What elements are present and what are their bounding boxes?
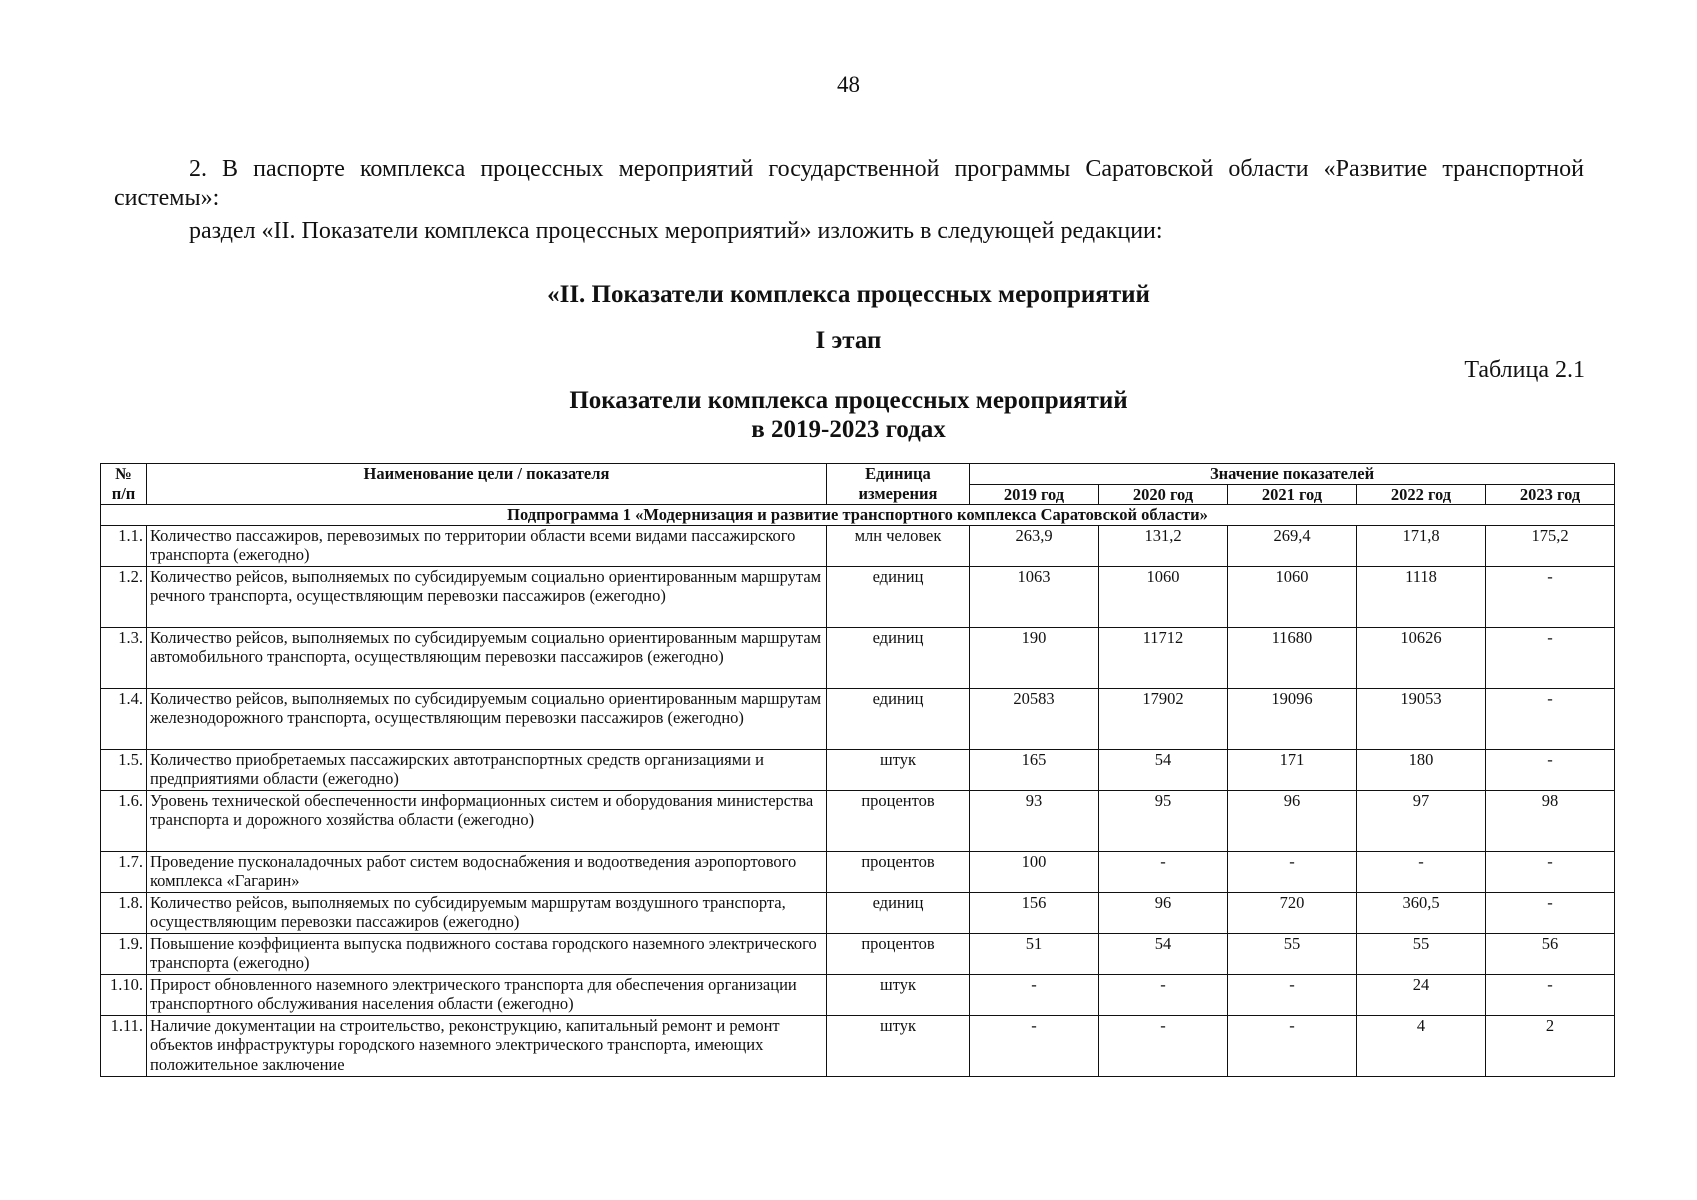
unit-cell: единиц <box>827 627 970 688</box>
table-row <box>101 892 1615 933</box>
header-values: Значение показателей <box>970 464 1615 485</box>
section-heading: «II. Показатели комплекса процессных мероприятий <box>547 281 1150 308</box>
value-cell: 100 <box>970 851 1099 892</box>
row-number: 1.3. <box>101 627 147 688</box>
table-row <box>101 851 1615 892</box>
value-cell: 720 <box>1228 892 1357 933</box>
table-title-line-1: Показатели комплекса процессных мероприятий <box>569 387 1128 414</box>
table-row <box>101 749 1615 790</box>
value-cell: 1118 <box>1357 566 1486 627</box>
value-cell: - <box>1486 974 1615 1015</box>
header-unit-line-1: Единица <box>865 464 931 483</box>
header-num <box>101 464 147 505</box>
value-cell: 11680 <box>1228 627 1357 688</box>
intro-text <box>114 155 1584 246</box>
unit-cell: единиц <box>827 566 970 627</box>
unit-cell: единиц <box>827 688 970 749</box>
value-cell: 96 <box>1099 892 1228 933</box>
header-num-line-1: № <box>115 464 132 483</box>
intro-paragraph-1: 2. В паспорте комплекса процессных мероприятий государственной программы Саратовской области «Развитие транспортной системы»: <box>114 156 1584 211</box>
value-cell: - <box>1486 627 1615 688</box>
indicator-name: Прирост обновленного наземного электрического транспорта для обеспечения организации транспортного обслуживания населения области (ежегодно) <box>147 974 827 1015</box>
indicator-name: Количество приобретаемых пассажирских автотранспортных средств организациями и предприятиями области (ежегодно) <box>147 749 827 790</box>
row-number: 1.6. <box>101 790 147 851</box>
table-row <box>101 525 1615 566</box>
value-cell: 156 <box>970 892 1099 933</box>
unit-cell: штук <box>827 974 970 1015</box>
value-cell: - <box>1357 851 1486 892</box>
value-cell: 95 <box>1099 790 1228 851</box>
value-cell: - <box>970 1015 1099 1076</box>
row-number: 1.8. <box>101 892 147 933</box>
value-cell: 19096 <box>1228 688 1357 749</box>
header-name: Наименование цели / показателя <box>147 464 827 505</box>
value-cell: - <box>1486 566 1615 627</box>
value-cell: 19053 <box>1357 688 1486 749</box>
header-row-1 <box>101 464 1615 485</box>
value-cell: 10626 <box>1357 627 1486 688</box>
indicator-name: Наличие документации на строительство, реконструкцию, капитальный ремонт и ремонт объектов инфраструктуры городского наземного электрического транспорта, имеющих положительное заключение <box>147 1015 827 1076</box>
unit-cell: процентов <box>827 851 970 892</box>
indicator-name: Повышение коэффициента выпуска подвижного состава городского наземного электрического транспорта (ежегодно) <box>147 933 827 974</box>
value-cell: 51 <box>970 933 1099 974</box>
value-cell: 55 <box>1357 933 1486 974</box>
indicator-name: Количество рейсов, выполняемых по субсидируемым социально ориентированным маршрутам автомобильного транспорта, осуществляющим перевозки пассажиров (ежегодно) <box>147 627 827 688</box>
value-cell: - <box>1099 974 1228 1015</box>
table-row <box>101 974 1615 1015</box>
row-number: 1.4. <box>101 688 147 749</box>
header-year: 2022 год <box>1357 484 1486 505</box>
row-number: 1.1. <box>101 525 147 566</box>
table-row <box>101 627 1615 688</box>
value-cell: 1060 <box>1099 566 1228 627</box>
intro-paragraph-2: раздел «II. Показатели комплекса процессных мероприятий» изложить в следующей редакции: <box>189 218 1163 244</box>
table-title-line-2: в 2019-2023 годах <box>751 416 946 443</box>
value-cell: 98 <box>1486 790 1615 851</box>
row-number: 1.2. <box>101 566 147 627</box>
row-number: 1.10. <box>101 974 147 1015</box>
value-cell: - <box>1228 974 1357 1015</box>
table-row <box>101 790 1615 851</box>
header-num-line-2: п/п <box>111 483 136 503</box>
value-cell: 54 <box>1099 933 1228 974</box>
indicator-name: Уровень технической обеспеченности информационных систем и оборудования министерства транспорта и дорожного хозяйства области (ежегодно) <box>147 790 827 851</box>
header-year: 2023 год <box>1486 484 1615 505</box>
value-cell: 180 <box>1357 749 1486 790</box>
table-row <box>101 1015 1615 1076</box>
row-number: 1.5. <box>101 749 147 790</box>
value-cell: 171,8 <box>1357 525 1486 566</box>
value-cell: 269,4 <box>1228 525 1357 566</box>
header-unit-line-2: измерения <box>858 483 938 503</box>
value-cell: 96 <box>1228 790 1357 851</box>
table-row <box>101 688 1615 749</box>
value-cell: 54 <box>1099 749 1228 790</box>
indicator-name: Количество рейсов, выполняемых по субсидируемым маршрутам воздушного транспорта, осуществляющим перевозки пассажиров (ежегодно) <box>147 892 827 933</box>
value-cell: 20583 <box>970 688 1099 749</box>
header-year: 2020 год <box>1099 484 1228 505</box>
value-cell: 17902 <box>1099 688 1228 749</box>
indicator-name: Проведение пусконаладочных работ систем водоснабжения и водоотведения аэропортового комплекса «Гагарин» <box>147 851 827 892</box>
indicator-name: Количество рейсов, выполняемых по субсидируемым социально ориентированным маршрутам речного транспорта, осуществляющим перевозки пассажиров (ежегодно) <box>147 566 827 627</box>
value-cell: 55 <box>1228 933 1357 974</box>
subprogram-row <box>101 505 1615 526</box>
value-cell: - <box>1099 1015 1228 1076</box>
table-title <box>0 386 1697 444</box>
value-cell: 2 <box>1486 1015 1615 1076</box>
unit-cell: штук <box>827 749 970 790</box>
value-cell: 190 <box>970 627 1099 688</box>
value-cell: 4 <box>1357 1015 1486 1076</box>
value-cell: - <box>1099 851 1228 892</box>
unit-cell: штук <box>827 1015 970 1076</box>
unit-cell: единиц <box>827 892 970 933</box>
subprogram-title: Подпрограмма 1 «Модернизация и развитие транспортного комплекса Саратовской области» <box>101 505 1615 526</box>
value-cell: 360,5 <box>1357 892 1486 933</box>
value-cell: 11712 <box>1099 627 1228 688</box>
value-cell: - <box>1486 749 1615 790</box>
table-label: Таблица 2.1 <box>1464 357 1585 383</box>
indicators-table <box>100 463 1615 1077</box>
table-row <box>101 933 1615 974</box>
row-number: 1.7. <box>101 851 147 892</box>
header-year: 2021 год <box>1228 484 1357 505</box>
value-cell: - <box>1486 688 1615 749</box>
page-number: 48 <box>837 72 860 97</box>
header-unit <box>827 464 970 505</box>
value-cell: - <box>1486 892 1615 933</box>
value-cell: 165 <box>970 749 1099 790</box>
value-cell: 1063 <box>970 566 1099 627</box>
row-number: 1.9. <box>101 933 147 974</box>
stage-heading: I этап <box>815 327 882 354</box>
value-cell: 263,9 <box>970 525 1099 566</box>
value-cell: 56 <box>1486 933 1615 974</box>
value-cell: 1060 <box>1228 566 1357 627</box>
value-cell: - <box>1228 851 1357 892</box>
row-number: 1.11. <box>101 1015 147 1076</box>
value-cell: - <box>1486 851 1615 892</box>
header-year: 2019 год <box>970 484 1099 505</box>
unit-cell: процентов <box>827 790 970 851</box>
value-cell: 97 <box>1357 790 1486 851</box>
value-cell: 93 <box>970 790 1099 851</box>
value-cell: 171 <box>1228 749 1357 790</box>
indicator-name: Количество пассажиров, перевозимых по территории области всеми видами пассажирского транспорта (ежегодно) <box>147 525 827 566</box>
value-cell: 131,2 <box>1099 525 1228 566</box>
indicator-name: Количество рейсов, выполняемых по субсидируемым социально ориентированным маршрутам железнодорожного транспорта, осуществляющим перевозки пассажиров (ежегодно) <box>147 688 827 749</box>
value-cell: - <box>970 974 1099 1015</box>
unit-cell: млн человек <box>827 525 970 566</box>
table-row <box>101 566 1615 627</box>
value-cell: - <box>1228 1015 1357 1076</box>
value-cell: 24 <box>1357 974 1486 1015</box>
unit-cell: процентов <box>827 933 970 974</box>
value-cell: 175,2 <box>1486 525 1615 566</box>
